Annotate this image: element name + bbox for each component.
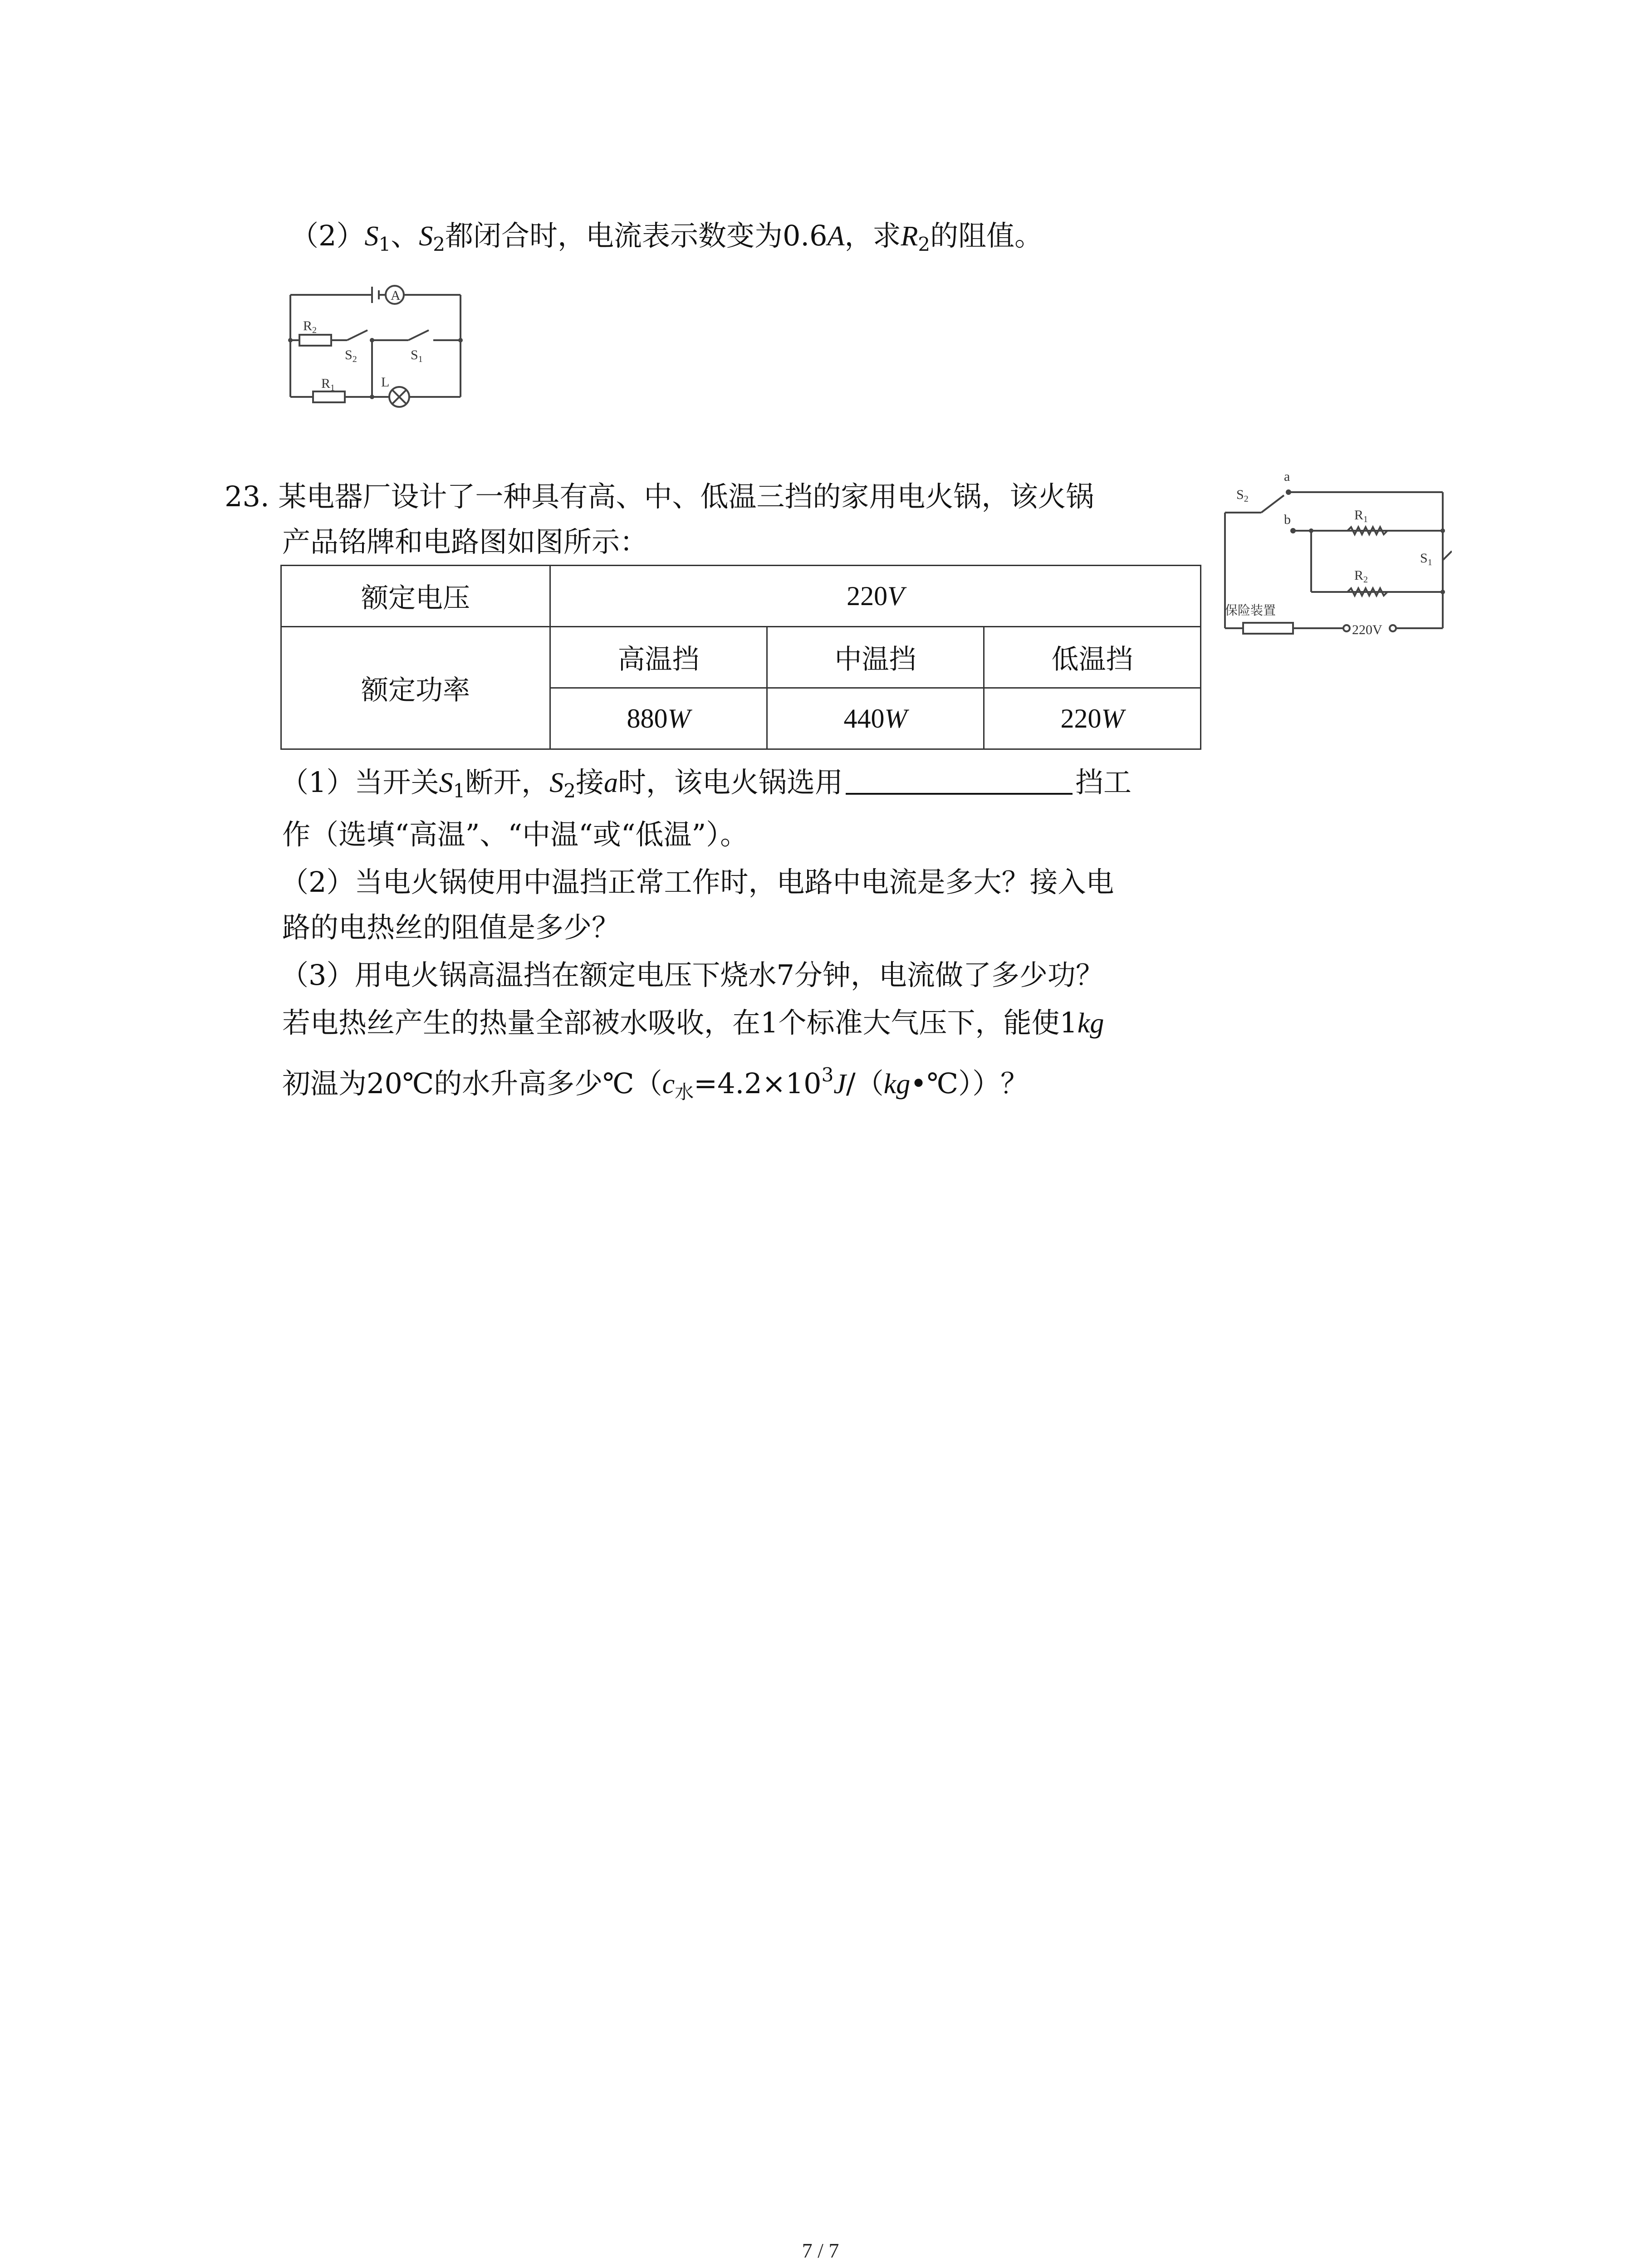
- svg-text:R2: $R_2$: [1354, 568, 1368, 585]
- q23-circuit-diagram: [1216, 467, 1452, 640]
- level-medium: 中温挡: [767, 627, 984, 688]
- var-S2: S: [419, 221, 433, 252]
- fuse-label: 保险装置: [1225, 603, 1276, 618]
- page-number: 7 / 7: [802, 2239, 839, 2262]
- q23-part1-line2: 作（选填“高温”、“中温“或“低温”）。: [282, 818, 749, 851]
- power-low: 220W: [984, 688, 1201, 749]
- question-number: 23.: [225, 480, 269, 513]
- q23-part3-line2: 若电热丝产生的热量全部被水吸收，在1个标准大气压下，能使1kg: [282, 1006, 1104, 1039]
- svg-text:S1: $S_1$: [411, 347, 423, 364]
- svg-text:S2: $S_2$: [1236, 487, 1249, 504]
- svg-text:S2: $S_2$: [345, 347, 357, 364]
- q23-part3-line1: （3）用电火锅高温挡在额定电压下烧水7分钟，电流做了多少功？: [280, 958, 1104, 992]
- q23-intro-line1: 23. 某电器厂设计了一种具有高、中、低温三挡的家用电火锅，该火锅: [225, 480, 1094, 513]
- svg-text:R1: $R_1$: [321, 376, 335, 393]
- rated-voltage-label: 额定电压: [281, 566, 550, 627]
- q22-part2: $(2)S_1$、$S_2$都闭合时，电流表示数变为0.6A，求$R_2$的阻值。: [290, 219, 1043, 255]
- svg-text:R1: $R_1$: [1354, 508, 1368, 524]
- svg-text:b: b: [1284, 512, 1291, 527]
- level-low: 低温挡: [984, 627, 1201, 688]
- var-R2: R: [901, 221, 918, 252]
- ammeter-label: A: [391, 288, 401, 303]
- rated-power-label: 额定功率: [281, 627, 550, 749]
- supply-voltage-label: 220V: [1352, 622, 1382, 637]
- nameplate-table: [280, 565, 1201, 750]
- svg-text:R2: $R_2$: [303, 318, 317, 335]
- q23-part3-line3: 初温为20℃的水升高多少$℃(c_水=4.2\times 10^3J/(kg•℃))$？: [282, 1064, 1029, 1103]
- current-value: 0.6: [782, 219, 828, 252]
- svg-text:L: L: [381, 375, 390, 390]
- power-medium: 440W: [767, 688, 984, 749]
- svg-text:a: a: [1284, 469, 1290, 484]
- q23-part1-line1: （1）当开关$S_1$断开，$S_2$接a时，该电火锅选用 挡工: [280, 766, 1132, 802]
- q23-part2-line2: 路的电热丝的阻值是多少？: [282, 911, 620, 944]
- q23-part2-line1: （2）当电火锅使用中温挡正常工作时，电路中电流是多大？接入电: [280, 865, 1114, 899]
- q22-circuit-diagram: [281, 272, 472, 408]
- level-high: 高温挡: [550, 627, 767, 688]
- q23-intro-line2: 产品铭牌和电路图如图所示：: [282, 525, 648, 558]
- power-high: 880W: [550, 688, 767, 749]
- svg-text:S1: $S_1$: [1420, 551, 1432, 567]
- rated-voltage-value: 220V: [550, 566, 1201, 627]
- answer-blank[interactable]: [846, 766, 1073, 795]
- var-S1: S: [364, 221, 379, 252]
